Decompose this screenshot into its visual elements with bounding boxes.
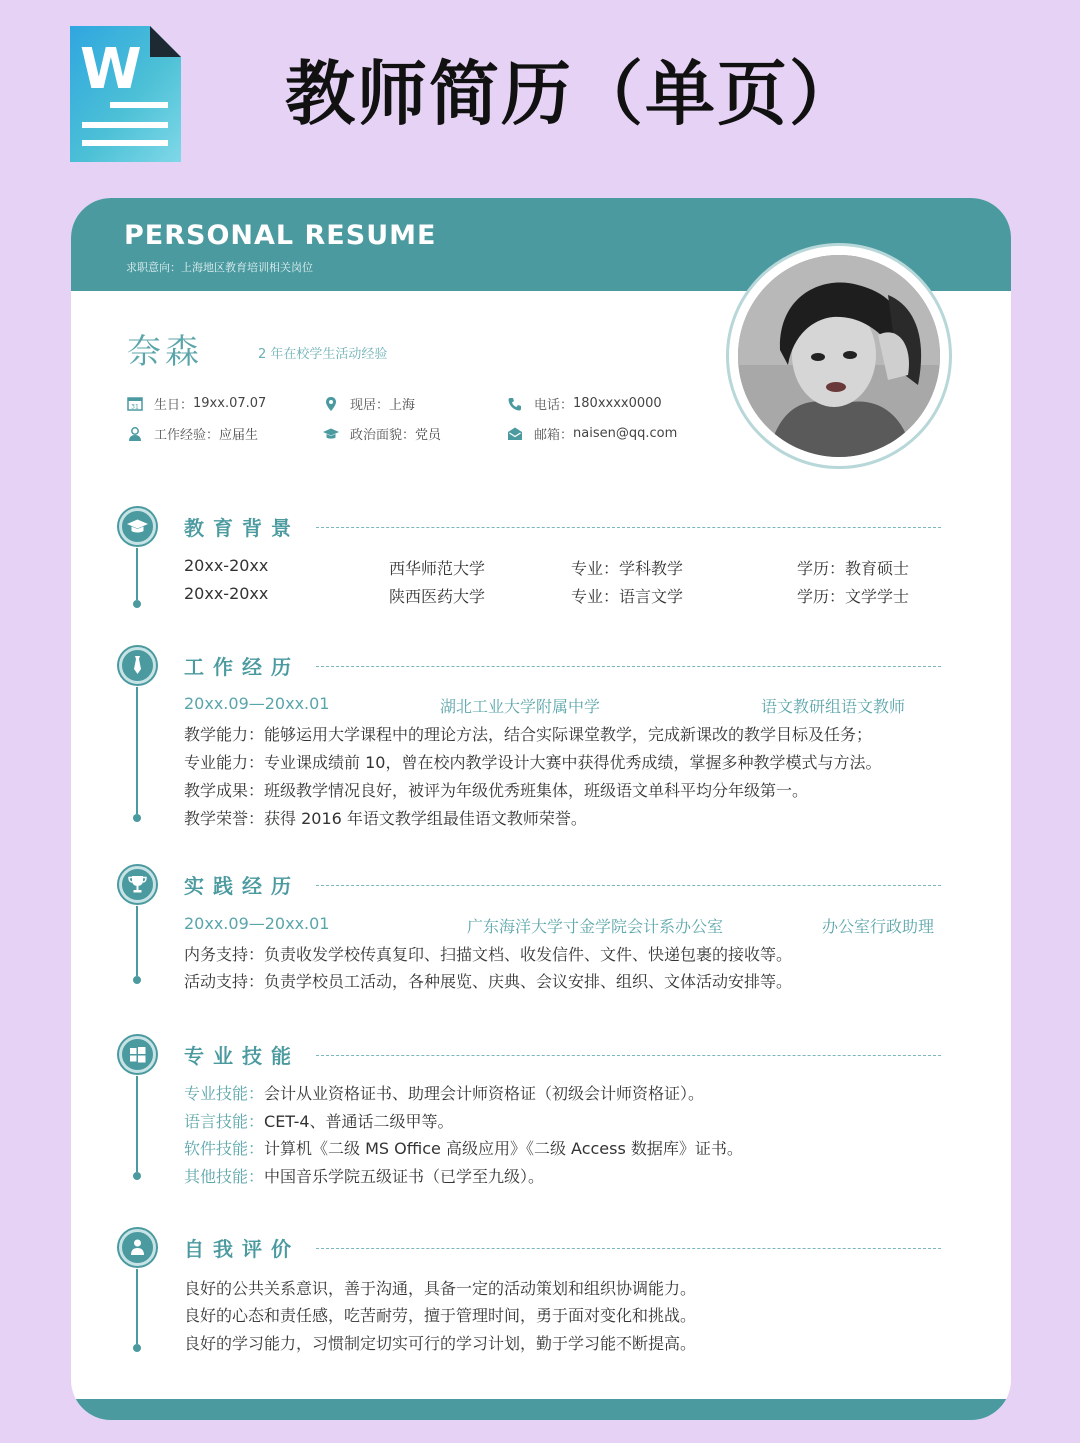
work-period: 20xx.09—20xx.01 [184,694,330,713]
edu-major: 专业：语言文学 [571,587,684,606]
info-value: 应届生 [219,428,259,443]
skill-item [184,1136,743,1159]
skill-label: 专业技能： [184,1084,265,1103]
edu-school: 西华师范大学 [389,559,486,578]
graduation-cap-icon [323,426,339,442]
info-work-experience [127,424,258,443]
svg-text:31: 31 [131,403,139,410]
timeline-dot [133,814,141,822]
info-value: naisen@qq.com [573,426,678,441]
self-eval-line: 良好的学习能力，习惯制定切实可行的学习计划，勤于学习能不断提高。 [184,1334,697,1353]
skill-text: 会计从业资格证书、助理会计师资格证（初级会计师资格证）。 [264,1084,705,1103]
page-title: 教师简历（单页） [285,53,861,135]
skill-item [184,1081,704,1104]
practice-title: 实践经历 [184,874,300,898]
practice-line: 活动支持：负责学校员工活动，各种展览、庆典、会议安排、组织、文体活动安排等。 [184,972,793,991]
timeline-dot [133,1172,141,1180]
section-divider [316,1055,941,1056]
info-label: 现居： [350,398,390,413]
calendar-icon [127,396,143,412]
self-eval-line: 良好的公共关系意识，善于沟通，具备一定的活动策划和组织协调能力。 [184,1279,697,1298]
experience-note: 2 年在校学生活动经验 [258,347,388,362]
section-divider [316,1248,941,1249]
windows-icon [119,1036,156,1073]
skill-label: 语言技能： [184,1112,265,1131]
skill-item [184,1109,454,1132]
edu-period: 20xx-20xx [184,556,269,575]
person-icon [119,1229,156,1266]
edu-school: 陕西医药大学 [389,587,486,606]
work-title: 工作经历 [184,655,300,679]
skill-item [184,1164,544,1187]
location-icon [323,396,339,412]
phone-icon [507,396,523,412]
education-section-icon [119,508,156,545]
section-divider [316,885,941,886]
skill-text: CET-4、普通话二级甲等。 [264,1112,454,1131]
info-label: 邮箱： [534,428,574,443]
skill-text: 中国音乐学院五级证书（已学至九级）。 [264,1167,545,1186]
info-value: 党员 [415,428,442,443]
self-eval-line: 良好的心态和责任感，吃苦耐劳，擅于管理时间，勇于面对变化和挑战。 [184,1306,697,1325]
info-value: 上海 [389,398,416,413]
info-phone [507,394,662,413]
timeline-line [136,687,138,814]
timeline-dot [133,976,141,984]
work-line: 教学成果：班级教学情况良好，被评为年级优秀班集体，班级语文单科平均分年级第一。 [184,781,809,800]
info-label: 工作经验： [154,428,220,443]
svg-text:W: W [80,37,142,102]
section-divider [316,666,941,667]
education-title: 教育背景 [184,516,300,540]
self-eval-title: 自我评价 [184,1237,300,1261]
timeline-line [136,906,138,976]
work-role: 语文教研组语文教师 [761,697,906,716]
tie-icon [119,647,156,684]
work-line: 教学能力：能够运用大学课程中的理论方法，结合实际课堂教学，完成新课改的教学目标及任务； [184,725,873,744]
practice-org: 广东海洋大学寸金学院会计系办公室 [467,917,724,936]
edu-major: 专业：学科教学 [571,559,684,578]
timeline-line [136,1269,138,1344]
candidate-name: 奈森 [127,332,203,372]
resume-en-title: PERSONAL RESUME [124,220,437,251]
info-location [323,394,415,413]
practice-role: 办公室行政助理 [822,917,935,936]
avatar [726,243,952,469]
timeline-dot [133,600,141,608]
trophy-icon [119,866,156,903]
resume-footer-bar [71,1399,1011,1420]
info-birthday [127,394,266,413]
section-divider [316,527,941,528]
job-intent: 求职意向：上海地区教育培训相关岗位 [126,261,313,274]
info-political-status [323,424,441,443]
timeline-line [136,548,138,600]
timeline-line [136,1076,138,1172]
work-org: 湖北工业大学附属中学 [440,697,601,716]
timeline-dot [133,1344,141,1352]
skill-label: 软件技能： [184,1139,265,1158]
profile-photo [738,255,940,457]
word-document-icon [70,26,181,162]
info-value: 180xxxx0000 [573,396,662,411]
edu-period: 20xx-20xx [184,584,269,603]
info-label: 政治面貌： [350,428,416,443]
info-label: 生日： [154,398,194,413]
skills-title: 专业技能 [184,1044,300,1068]
work-line: 教学荣誉：获得 2016 年语文教学组最佳语文教师荣誉。 [184,809,587,828]
mail-icon [507,426,523,442]
work-line: 专业能力：专业课成绩前 10，曾在校内教学设计大赛中获得优秀成绩，掌握多种教学模式与方法。 [184,753,882,772]
info-value: 19xx.07.07 [193,396,267,411]
info-email [507,424,677,443]
info-label: 电话： [534,398,574,413]
user-icon [127,426,143,442]
edu-degree: 学历：教育硕士 [797,559,910,578]
practice-period: 20xx.09—20xx.01 [184,914,330,933]
edu-degree: 学历：文学学士 [797,587,910,606]
resume-card [71,198,1011,1420]
skill-text: 计算机《二级 MS Office 高级应用》《二级 Access 数据库》证书。 [264,1139,743,1158]
practice-line: 内务支持：负责收发学校传真复印、扫描文档、收发信件、文件、快递包裹的接收等。 [184,945,793,964]
skill-label: 其他技能： [184,1167,265,1186]
